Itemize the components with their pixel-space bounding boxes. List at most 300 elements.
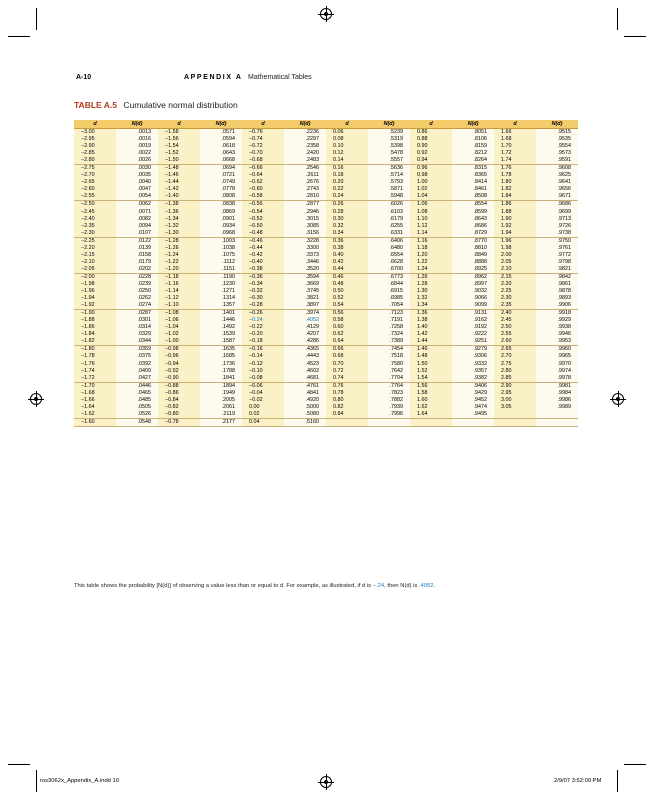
- nd-value-cell: .5000: [284, 404, 326, 411]
- table-row: [74, 129, 578, 137]
- nd-value-cell: .2946: [284, 209, 326, 216]
- d-value-cell: −2.50: [74, 201, 116, 209]
- d-value-cell: −0.30: [242, 295, 284, 302]
- nd-value-cell: .6179: [368, 216, 410, 223]
- d-value-cell: 1.82: [494, 186, 536, 193]
- d-value-cell: 0.58: [326, 317, 368, 324]
- d-value-cell: −1.30: [158, 230, 200, 238]
- d-value-cell: −2.25: [74, 237, 116, 245]
- d-value-cell: 0.70: [326, 361, 368, 368]
- table-caption: [74, 100, 238, 110]
- d-value-cell: −1.22: [158, 259, 200, 266]
- d-value-cell: −0.50: [242, 223, 284, 230]
- nd-value-cell: .3520: [284, 266, 326, 274]
- table-row: [74, 216, 578, 223]
- nd-value-cell: .0139: [116, 245, 158, 252]
- nd-value-cell: .5160: [284, 418, 326, 426]
- d-value-cell: −1.82: [74, 338, 116, 346]
- note-prefix: This table shows the probability [N(d)] of observing a value less than or equal to d. For example, as illustrated, if d is: [74, 583, 373, 589]
- d-value-cell: −1.66: [74, 397, 116, 404]
- nd-value-cell: .9960: [536, 346, 578, 354]
- nd-value-cell: .0016: [116, 136, 158, 143]
- d-value-cell: −2.55: [74, 193, 116, 201]
- nd-value-cell: .8212: [452, 150, 494, 157]
- d-value-cell: 0.60: [326, 324, 368, 331]
- nd-value-cell: .0446: [116, 382, 158, 390]
- crop-mark: [36, 770, 37, 792]
- nd-value-cell: .1112: [200, 259, 242, 266]
- d-value-cell: 0.34: [326, 230, 368, 238]
- d-value-cell: 0.64: [326, 338, 368, 346]
- d-value-cell: 0.06: [326, 129, 368, 137]
- nd-value-cell: .2743: [284, 186, 326, 193]
- d-value-cell: −1.70: [74, 382, 116, 390]
- d-value-cell: 1.66: [494, 129, 536, 137]
- d-value-cell: 0.54: [326, 302, 368, 310]
- d-value-cell: −0.38: [242, 266, 284, 274]
- nd-value-cell: .1635: [200, 346, 242, 354]
- nd-value-cell: .9713: [536, 216, 578, 223]
- d-value-cell: −0.32: [242, 288, 284, 295]
- d-value-cell: 1.98: [494, 245, 536, 252]
- d-value-cell: 2.40: [494, 310, 536, 318]
- nd-value-cell: .0047: [116, 186, 158, 193]
- nd-value-cell: .0274: [116, 302, 158, 310]
- crop-mark: [8, 36, 30, 37]
- nd-value-cell: .9671: [536, 193, 578, 201]
- nd-value-cell: .9986: [536, 397, 578, 404]
- nd-value-cell: .7454: [368, 346, 410, 354]
- registration-mark-icon: [320, 8, 332, 20]
- d-value-cell: 1.38: [410, 317, 452, 324]
- d-value-cell: −0.12: [242, 361, 284, 368]
- d-value-cell: 1.12: [410, 223, 452, 230]
- nd-value-cell: .7704: [368, 375, 410, 383]
- table-row: [74, 237, 578, 245]
- d-value-cell: −0.08: [242, 375, 284, 383]
- d-value-cell: 0.18: [326, 172, 368, 179]
- d-value-cell: 2.55: [494, 331, 536, 338]
- d-value-cell: −1.50: [158, 157, 200, 165]
- nd-value-cell: .8599: [452, 209, 494, 216]
- table-label: TABLE A.5: [74, 100, 117, 110]
- d-value-cell: −0.68: [242, 157, 284, 165]
- nd-value-cell: .8643: [452, 216, 494, 223]
- nd-value-cell: .9625: [536, 172, 578, 179]
- d-value-cell: −2.80: [74, 157, 116, 165]
- d-value-cell: −1.68: [74, 390, 116, 397]
- nd-value-cell: .0778: [200, 186, 242, 193]
- table-row: [74, 302, 578, 310]
- nd-value-cell: .1038: [200, 245, 242, 252]
- nd-value-cell: .9738: [536, 230, 578, 238]
- d-value-cell: 1.44: [410, 338, 452, 346]
- nd-value-cell: .9974: [536, 368, 578, 375]
- nd-value-cell: .0062: [116, 201, 158, 209]
- nd-value-cell: .6480: [368, 245, 410, 252]
- d-value-cell: −0.28: [242, 302, 284, 310]
- table-row: [74, 404, 578, 411]
- d-value-cell: −0.24: [242, 317, 284, 324]
- table-row: [74, 346, 578, 354]
- nd-value-cell: .4286: [284, 338, 326, 346]
- d-value-cell: 1.72: [494, 150, 536, 157]
- d-value-cell: −0.90: [158, 375, 200, 383]
- d-value-cell: 0.98: [410, 172, 452, 179]
- nd-value-cell: .8554: [452, 201, 494, 209]
- d-value-cell: −1.44: [158, 179, 200, 186]
- nd-value-cell: .0968: [200, 230, 242, 238]
- d-value-cell: 1.46: [410, 346, 452, 354]
- d-value-cell: 1.96: [494, 237, 536, 245]
- column-header: d: [494, 120, 536, 129]
- registration-mark-icon: [30, 393, 42, 405]
- nd-value-cell: .3015: [284, 216, 326, 223]
- d-value-cell: −0.72: [242, 143, 284, 150]
- d-value-cell: −0.66: [242, 165, 284, 173]
- nd-value-cell: .9929: [536, 317, 578, 324]
- nd-value-cell: .0022: [116, 150, 158, 157]
- d-value-cell: 0.74: [326, 375, 368, 383]
- nd-value-cell: .9893: [536, 295, 578, 302]
- d-value-cell: −2.15: [74, 252, 116, 259]
- nd-value-cell: .1003: [200, 237, 242, 245]
- table-row: [74, 273, 578, 281]
- nd-value-cell: .9306: [452, 353, 494, 360]
- d-value-cell: 1.94: [494, 230, 536, 238]
- d-value-cell: −1.24: [158, 252, 200, 259]
- nd-value-cell: .1314: [200, 295, 242, 302]
- nd-value-cell: .9099: [452, 302, 494, 310]
- nd-value-cell: .4052: [284, 317, 326, 324]
- d-value-cell: −0.60: [242, 186, 284, 193]
- d-value-cell: 0.82: [326, 404, 368, 411]
- d-value-cell: −2.70: [74, 172, 116, 179]
- d-value-cell: 2.15: [494, 273, 536, 281]
- d-value-cell: 1.20: [410, 252, 452, 259]
- nd-value-cell: .0329: [116, 331, 158, 338]
- nd-value-cell: .8315: [452, 165, 494, 173]
- d-value-cell: −0.70: [242, 150, 284, 157]
- d-value-cell: −1.64: [74, 404, 116, 411]
- nd-value-cell: .3669: [284, 281, 326, 288]
- nd-value-cell: .0594: [200, 136, 242, 143]
- d-value-cell: 0.80: [326, 397, 368, 404]
- d-value-cell: −0.34: [242, 281, 284, 288]
- nd-value-cell: .6985: [368, 295, 410, 302]
- nd-value-cell: .8997: [452, 281, 494, 288]
- nd-value-cell: .9861: [536, 281, 578, 288]
- d-value-cell: −0.04: [242, 390, 284, 397]
- table-row: [74, 353, 578, 360]
- d-value-cell: 0.76: [326, 382, 368, 390]
- nd-value-cell: .0485: [116, 397, 158, 404]
- nd-value-cell: .8925: [452, 266, 494, 274]
- nd-value-cell: .3594: [284, 273, 326, 281]
- nd-value-cell: [368, 418, 410, 426]
- nd-value-cell: .9965: [536, 353, 578, 360]
- d-value-cell: −1.72: [74, 375, 116, 383]
- d-value-cell: −0.64: [242, 172, 284, 179]
- d-value-cell: −0.44: [242, 245, 284, 252]
- d-value-cell: −1.12: [158, 295, 200, 302]
- nd-value-cell: .7389: [368, 338, 410, 346]
- nd-value-cell: .0228: [116, 273, 158, 281]
- d-value-cell: 1.62: [410, 404, 452, 411]
- crop-mark: [36, 8, 37, 30]
- nd-value-cell: .4443: [284, 353, 326, 360]
- nd-value-cell: .3373: [284, 252, 326, 259]
- d-value-cell: 1.02: [410, 186, 452, 193]
- column-header: d: [410, 120, 452, 129]
- d-value-cell: −0.92: [158, 368, 200, 375]
- d-value-cell: 1.84: [494, 193, 536, 201]
- nd-value-cell: .9798: [536, 259, 578, 266]
- d-value-cell: 0.84: [326, 411, 368, 419]
- nd-value-cell: .2420: [284, 150, 326, 157]
- nd-value-cell: .0030: [116, 165, 158, 173]
- d-value-cell: −0.56: [242, 201, 284, 209]
- table-row: [74, 193, 578, 201]
- nd-value-cell: .6255: [368, 223, 410, 230]
- nd-value-cell: .2297: [284, 136, 326, 143]
- d-value-cell: 0.86: [410, 129, 452, 137]
- nd-value-cell: .2061: [200, 404, 242, 411]
- nd-value-cell: .1492: [200, 324, 242, 331]
- d-value-cell: 0.22: [326, 186, 368, 193]
- d-value-cell: −0.26: [242, 310, 284, 318]
- nd-value-cell: .0934: [200, 223, 242, 230]
- d-value-cell: 0.52: [326, 295, 368, 302]
- nd-value-cell: .5557: [368, 157, 410, 165]
- table-row: [74, 390, 578, 397]
- table-row: [74, 411, 578, 419]
- d-value-cell: 1.48: [410, 353, 452, 360]
- d-value-cell: −0.02: [242, 397, 284, 404]
- nd-value-cell: .9452: [452, 397, 494, 404]
- column-header: d: [242, 120, 284, 129]
- d-value-cell: 1.42: [410, 331, 452, 338]
- d-value-cell: 1.10: [410, 216, 452, 223]
- table-row: [74, 165, 578, 173]
- d-value-cell: −1.76: [74, 361, 116, 368]
- table-row: [74, 310, 578, 318]
- nd-value-cell: .2119: [200, 411, 242, 419]
- nd-value-cell: .3897: [284, 302, 326, 310]
- d-value-cell: −2.60: [74, 186, 116, 193]
- registration-mark-icon: [612, 393, 624, 405]
- d-value-cell: 0.72: [326, 368, 368, 375]
- d-value-cell: 0.42: [326, 259, 368, 266]
- d-value-cell: −1.62: [74, 411, 116, 419]
- d-value-cell: −1.10: [158, 302, 200, 310]
- nd-value-cell: .0618: [200, 143, 242, 150]
- nd-value-cell: .8051: [452, 129, 494, 137]
- nd-value-cell: .7123: [368, 310, 410, 318]
- d-value-cell: 1.68: [494, 136, 536, 143]
- d-value-cell: −1.32: [158, 223, 200, 230]
- d-value-cell: 1.76: [494, 165, 536, 173]
- d-value-cell: 1.64: [410, 411, 452, 419]
- d-value-cell: −0.54: [242, 209, 284, 216]
- table-row: [74, 266, 578, 274]
- d-value-cell: −2.00: [74, 273, 116, 281]
- nd-value-cell: .0314: [116, 324, 158, 331]
- nd-value-cell: .2546: [284, 165, 326, 173]
- nd-value-cell: .9251: [452, 338, 494, 346]
- nd-value-cell: .1894: [200, 382, 242, 390]
- nd-value-cell: .0721: [200, 172, 242, 179]
- nd-value-cell: .9495: [452, 411, 494, 419]
- d-value-cell: 1.56: [410, 382, 452, 390]
- d-value-cell: −1.40: [158, 193, 200, 201]
- nd-value-cell: .0548: [116, 418, 158, 426]
- nd-value-cell: .1587: [200, 338, 242, 346]
- d-value-cell: 0.50: [326, 288, 368, 295]
- nd-value-cell: .1271: [200, 288, 242, 295]
- nd-value-cell: .8106: [452, 136, 494, 143]
- column-header: d: [326, 120, 368, 129]
- nd-value-cell: .9357: [452, 368, 494, 375]
- d-value-cell: −1.86: [74, 324, 116, 331]
- d-value-cell: 1.58: [410, 390, 452, 397]
- d-value-cell: −1.74: [74, 368, 116, 375]
- d-value-cell: 0.28: [326, 209, 368, 216]
- d-value-cell: −0.84: [158, 397, 200, 404]
- d-value-cell: −0.42: [242, 252, 284, 259]
- d-value-cell: −0.36: [242, 273, 284, 281]
- nd-value-cell: .9429: [452, 390, 494, 397]
- column-header: N(d): [116, 120, 158, 129]
- d-value-cell: 0.44: [326, 266, 368, 274]
- d-value-cell: 1.78: [494, 172, 536, 179]
- d-value-cell: 1.36: [410, 310, 452, 318]
- d-value-cell: −0.20: [242, 331, 284, 338]
- nd-value-cell: .4920: [284, 397, 326, 404]
- d-value-cell: −0.58: [242, 193, 284, 201]
- d-value-cell: 0.62: [326, 331, 368, 338]
- nd-value-cell: .0427: [116, 375, 158, 383]
- nd-value-cell: .4207: [284, 331, 326, 338]
- nd-value-cell: .1446: [200, 317, 242, 324]
- nd-value-cell: .8888: [452, 259, 494, 266]
- d-value-cell: −1.60: [74, 418, 116, 426]
- nd-value-cell: .9878: [536, 288, 578, 295]
- nd-value-cell: .9641: [536, 179, 578, 186]
- table-body: [74, 129, 578, 427]
- d-value-cell: [494, 411, 536, 419]
- nd-value-cell: .8264: [452, 157, 494, 165]
- note-middle: , then N(d) is: [384, 583, 419, 589]
- nd-value-cell: .7939: [368, 404, 410, 411]
- table-row: [74, 209, 578, 216]
- nd-value-cell: .9474: [452, 404, 494, 411]
- nd-value-cell: .9761: [536, 245, 578, 252]
- d-value-cell: −0.74: [242, 136, 284, 143]
- nd-value-cell: .3228: [284, 237, 326, 245]
- d-value-cell: −3.00: [74, 129, 116, 137]
- nd-value-cell: .6915: [368, 288, 410, 295]
- nd-value-cell: .7191: [368, 317, 410, 324]
- d-value-cell: 0.00: [242, 404, 284, 411]
- nd-value-cell: .7882: [368, 397, 410, 404]
- d-value-cell: 0.04: [242, 418, 284, 426]
- d-value-cell: 2.65: [494, 346, 536, 354]
- nd-value-cell: .8414: [452, 179, 494, 186]
- nd-value-cell: .8729: [452, 230, 494, 238]
- d-value-cell: 0.90: [410, 143, 452, 150]
- d-value-cell: 0.14: [326, 157, 368, 165]
- nd-value-cell: .0239: [116, 281, 158, 288]
- d-value-cell: 0.96: [410, 165, 452, 173]
- nd-value-cell: .9946: [536, 331, 578, 338]
- nd-value-cell: .4523: [284, 361, 326, 368]
- d-value-cell: −1.94: [74, 295, 116, 302]
- nd-value-cell: .9938: [536, 324, 578, 331]
- nd-value-cell: .9573: [536, 150, 578, 157]
- nd-value-cell: .9535: [536, 136, 578, 143]
- d-value-cell: −0.18: [242, 338, 284, 346]
- nd-value-cell: .3745: [284, 288, 326, 295]
- nd-value-cell: .1151: [200, 266, 242, 274]
- d-value-cell: −0.78: [158, 418, 200, 426]
- d-value-cell: −1.80: [74, 346, 116, 354]
- d-value-cell: 0.94: [410, 157, 452, 165]
- nd-value-cell: .7823: [368, 390, 410, 397]
- nd-value-cell: .9066: [452, 295, 494, 302]
- crop-mark: [624, 36, 646, 37]
- nd-value-cell: [452, 418, 494, 426]
- table-row: [74, 382, 578, 390]
- d-value-cell: 0.92: [410, 150, 452, 157]
- d-value-cell: 2.05: [494, 259, 536, 266]
- d-value-cell: [326, 418, 368, 426]
- nd-value-cell: .0287: [116, 310, 158, 318]
- d-value-cell: 2.25: [494, 288, 536, 295]
- nd-value-cell: .9279: [452, 346, 494, 354]
- table-header-row: [74, 120, 578, 129]
- nd-value-cell: .8508: [452, 193, 494, 201]
- nd-value-cell: .4681: [284, 375, 326, 383]
- d-value-cell: −2.20: [74, 245, 116, 252]
- nd-value-cell: .9591: [536, 157, 578, 165]
- nd-value-cell: .0026: [116, 157, 158, 165]
- nd-value-cell: .1949: [200, 390, 242, 397]
- nd-value-cell: .9406: [452, 382, 494, 390]
- nd-value-cell: .0202: [116, 266, 158, 274]
- nd-value-cell: .0094: [116, 223, 158, 230]
- nd-value-cell: .9032: [452, 288, 494, 295]
- nd-value-cell: .6331: [368, 230, 410, 238]
- table-row: [74, 157, 578, 165]
- table-row: [74, 331, 578, 338]
- d-value-cell: −1.42: [158, 186, 200, 193]
- d-value-cell: −1.08: [158, 310, 200, 318]
- nd-value-cell: .9554: [536, 143, 578, 150]
- table-row: [74, 245, 578, 252]
- d-value-cell: −2.95: [74, 136, 116, 143]
- nd-value-cell: .2005: [200, 397, 242, 404]
- nd-value-cell: .9222: [452, 331, 494, 338]
- d-value-cell: −1.06: [158, 317, 200, 324]
- d-value-cell: −1.14: [158, 288, 200, 295]
- d-value-cell: 0.20: [326, 179, 368, 186]
- nd-value-cell: .9842: [536, 273, 578, 281]
- footer-filename: ros3062x_Appendix_A.indd 10: [40, 778, 119, 784]
- table-row: [74, 288, 578, 295]
- d-value-cell: −1.16: [158, 281, 200, 288]
- table-row: [74, 397, 578, 404]
